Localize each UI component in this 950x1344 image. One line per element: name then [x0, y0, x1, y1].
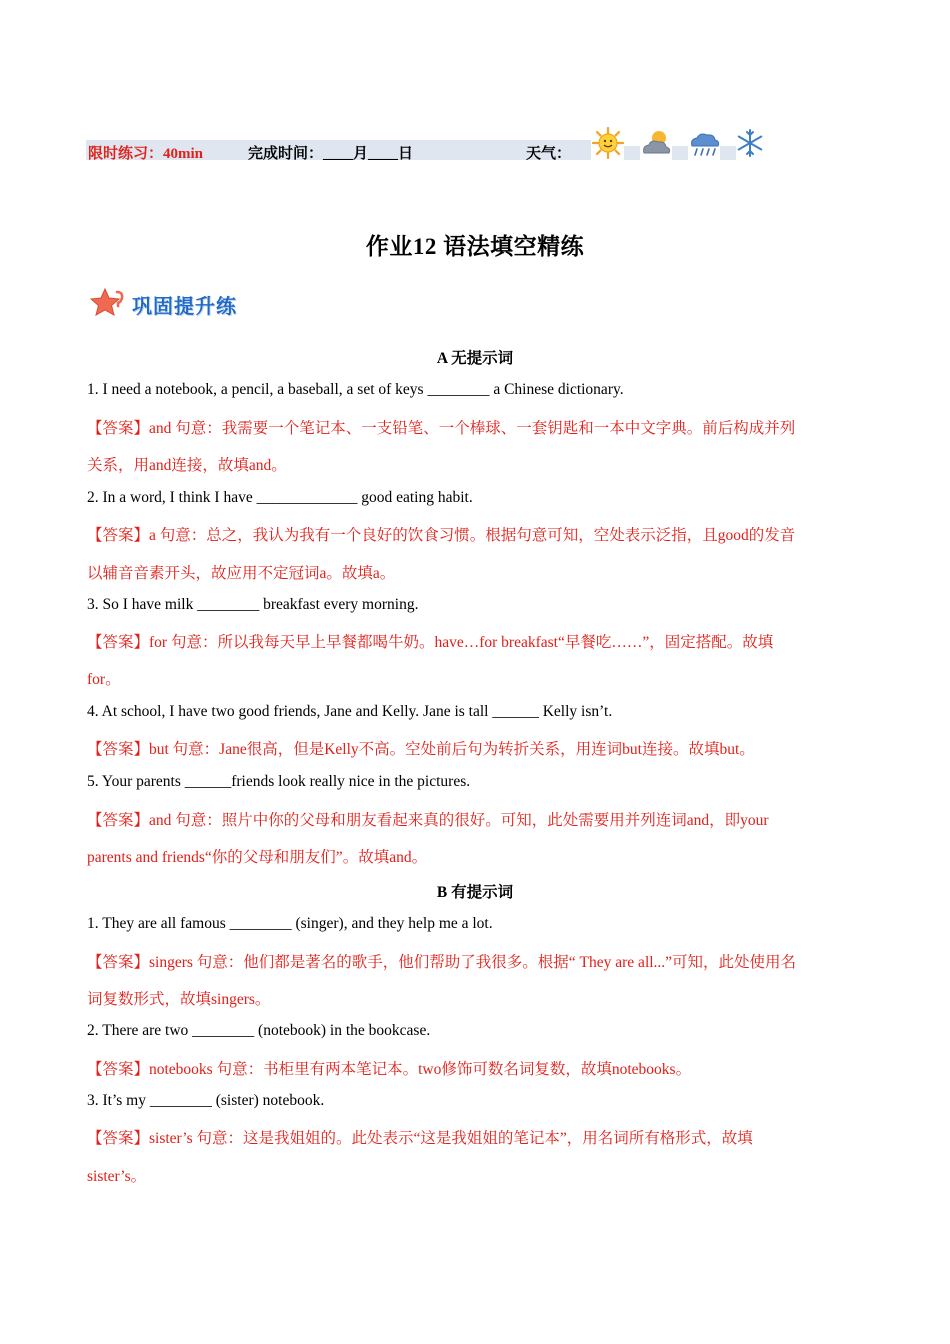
partly-cloudy-icon: [639, 126, 673, 160]
section-banner: [90, 286, 265, 320]
answer-a1: 【答案】and 句意：我需要一个笔记本、一支铅笔、一个棒球、一套钥匙和一本中文字典。前后构成并列: [87, 420, 796, 437]
question-b2: 2. There are two ________ (notebook) in the bookcase.: [87, 1022, 431, 1039]
answer-a5-cont: parents and friends“你的父母和朋友们”。故填and。: [87, 849, 428, 866]
answer-b3-cont: sister’s。: [87, 1168, 147, 1185]
answer-a3-cont: for。: [87, 671, 121, 688]
answer-b3: 【答案】sister’s 句意：这是我姐姐的。此处表示“这是我姐姐的笔记本”，用名词所有格形式，故填: [87, 1130, 753, 1147]
question-a2: 2. In a word, I think I have _____________ good eating habit.: [87, 489, 473, 506]
banner-label: 巩固提升练: [132, 294, 237, 318]
star-icon: [90, 286, 126, 320]
answer-a2-cont: 以辅音音素开头，故应用不定冠词a。故填a。: [87, 565, 396, 582]
page-title: 作业12 语法填空精练: [365, 234, 585, 259]
answer-a4: 【答案】but 句意：Jane很高，但是Kelly不高。空处前后句为转折关系，用连词but连接。故填but。: [87, 741, 755, 758]
weather-checkbox: [672, 146, 688, 160]
question-a4: 4. At school, I have two good friends, Jane and Kelly. Jane is tall ______ Kelly isn’t.: [87, 703, 613, 720]
weather-label: 天气：: [526, 146, 572, 162]
time-limit-label: 限时练习：40min: [88, 146, 204, 162]
answer-b1: 【答案】singers 句意：他们都是著名的歌手，他们帮助了我很多。根据“ They are all...”可知，此处使用名: [87, 954, 797, 971]
completion-time-label: 完成时间：____月____日: [248, 146, 414, 162]
rain-icon: [687, 126, 721, 160]
answer-b1-cont: 词复数形式，故填singers。: [87, 991, 271, 1008]
answer-a5: 【答案】and 句意：照片中你的父母和朋友看起来真的很好。可知，此处需要用并列连词and，即your: [87, 812, 769, 829]
question-a1: 1. I need a notebook, a pencil, a baseball, a set of keys ________ a Chinese dictionary.: [87, 381, 624, 398]
sun-icon: [591, 126, 625, 160]
question-b3: 3. It’s my ________ (sister) notebook.: [87, 1092, 325, 1109]
answer-b2: 【答案】notebooks 句意：书柜里有两本笔记本。two修饰可数名词复数，故填notebooks。: [87, 1061, 692, 1078]
answer-a3: 【答案】for 句意：所以我每天早上早餐都喝牛奶。have…for breakfast“早餐吃……”，固定搭配。故填: [87, 634, 774, 651]
question-a3: 3. So I have milk ________ breakfast every morning.: [87, 596, 419, 613]
question-a5: 5. Your parents ______friends look really nice in the pictures.: [87, 773, 471, 790]
header-bar: [86, 126, 766, 160]
question-b1: 1. They are all famous ________ (singer), and they help me a lot.: [87, 915, 493, 932]
answer-a1-cont: 关系，用and连接，故填and。: [87, 457, 287, 474]
weather-checkbox: [624, 146, 640, 160]
answer-a2: 【答案】a 句意：总之，我认为我有一个良好的饮食习惯。根据句意可知，空处表示泛指，且good的发音: [87, 527, 796, 544]
section-b-heading: B 有提示词: [436, 884, 514, 901]
section-a-heading: A 无提示词: [436, 350, 514, 367]
snowflake-icon: [733, 126, 767, 160]
